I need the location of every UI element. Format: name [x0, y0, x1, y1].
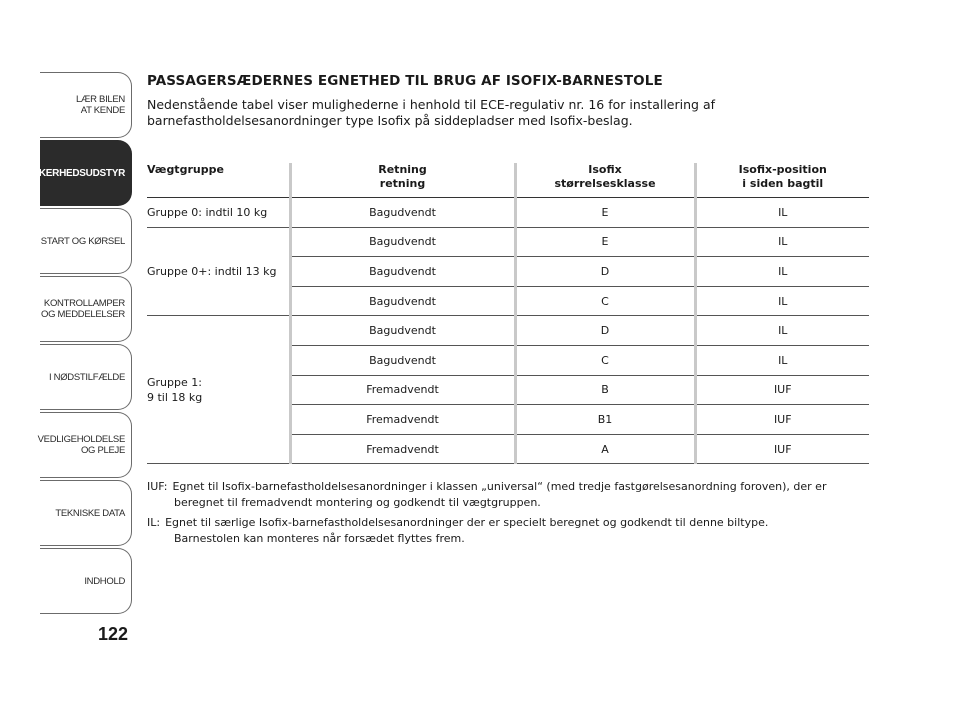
- position-cell: IUF: [695, 434, 869, 464]
- position-cell: IL: [695, 286, 869, 316]
- size-class-cell: B: [515, 375, 695, 405]
- page-title: PASSAGERSÆDERNES EGNETHED TIL BRUG AF ISOFIX-BARNESTOLE: [147, 73, 663, 89]
- weight-group-cell: Gruppe 0: indtil 10 kg: [147, 198, 290, 228]
- chapter-tab-3[interactable]: START OG KØRSEL: [40, 208, 132, 274]
- weight-group-cell: Gruppe 0+: indtil 13 kg: [147, 227, 290, 316]
- chapter-tab-4[interactable]: KONTROLLAMPER OG MEDDELELSER: [40, 276, 132, 342]
- position-cell: IUF: [695, 405, 869, 435]
- chapter-tab-5[interactable]: I NØDSTILFÆLDE: [40, 344, 132, 410]
- chapter-tab-8[interactable]: INDHOLD: [40, 548, 132, 614]
- size-class-cell: B1: [515, 405, 695, 435]
- position-cell: IL: [695, 227, 869, 257]
- table-row: [147, 316, 869, 346]
- note-il-text: Egnet til særlige Isofix-barnefastholdelsesanordninger der er specielt beregnet og godkendt til denne biltype.: [165, 516, 769, 529]
- table-header-row: [147, 163, 869, 198]
- weight-group-cell: Gruppe 1: 9 til 18 kg: [147, 316, 290, 464]
- position-cell: IL: [695, 257, 869, 287]
- position-cell: IL: [695, 316, 869, 346]
- page-number: 122: [98, 624, 129, 644]
- direction-cell: Bagudvendt: [290, 257, 515, 287]
- position-cell: IL: [695, 345, 869, 375]
- direction-cell: Fremadvendt: [290, 375, 515, 405]
- footnotes: [147, 479, 867, 551]
- direction-cell: Fremadvendt: [290, 434, 515, 464]
- header-direction: Retning retning: [290, 163, 515, 198]
- chapter-tab-2[interactable]: SIKKERHEDSUDSTYR: [40, 140, 132, 206]
- note-iuf-label: IUF:: [147, 480, 168, 493]
- note-il: [147, 515, 867, 547]
- note-iuf-text-cont: beregnet til fremadvendt montering og godkendt til vægtgruppen.: [174, 496, 541, 509]
- header-size-class: Isofix størrelsesklasse: [515, 163, 695, 198]
- header-position: Isofix-position i siden bagtil: [695, 163, 869, 198]
- direction-cell: Bagudvendt: [290, 345, 515, 375]
- table-body: [147, 198, 869, 464]
- direction-cell: Bagudvendt: [290, 227, 515, 257]
- size-class-cell: E: [515, 198, 695, 228]
- size-class-cell: C: [515, 286, 695, 316]
- header-weight-group: Vægtgruppe: [147, 163, 290, 198]
- note-il-label: IL:: [147, 516, 161, 529]
- size-class-cell: D: [515, 257, 695, 287]
- size-class-cell: D: [515, 316, 695, 346]
- direction-cell: Bagudvendt: [290, 316, 515, 346]
- note-iuf-text: Egnet til Isofix-barnefastholdelsesanordninger i klassen „universal“ (med tredje fastgørelsesanordning foroven), der er: [172, 480, 827, 493]
- chapter-tab-6[interactable]: VEDLIGEHOLDELSE OG PLEJE: [40, 412, 132, 478]
- direction-cell: Fremadvendt: [290, 405, 515, 435]
- note-iuf: [147, 479, 867, 511]
- table-row: [147, 198, 869, 228]
- size-class-cell: C: [515, 345, 695, 375]
- size-class-cell: A: [515, 434, 695, 464]
- direction-cell: Bagudvendt: [290, 198, 515, 228]
- chapter-tab-7[interactable]: TEKNISKE DATA: [40, 480, 132, 546]
- isofix-table: [147, 163, 869, 464]
- table-row: [147, 227, 869, 257]
- direction-cell: Bagudvendt: [290, 286, 515, 316]
- position-cell: IL: [695, 198, 869, 228]
- note-il-text-cont: Barnestolen kan monteres når forsædet flyttes frem.: [174, 532, 465, 545]
- position-cell: IUF: [695, 375, 869, 405]
- chapter-tab-1[interactable]: LÆR BILEN AT KENDE: [40, 72, 132, 138]
- intro-paragraph: Nedenstående tabel viser mulighederne i henhold til ECE-regulativ nr. 16 for installering af barnefastholdelsesanordninger type Isofix på siddepladser med Isofix-beslag.: [147, 97, 715, 128]
- size-class-cell: E: [515, 227, 695, 257]
